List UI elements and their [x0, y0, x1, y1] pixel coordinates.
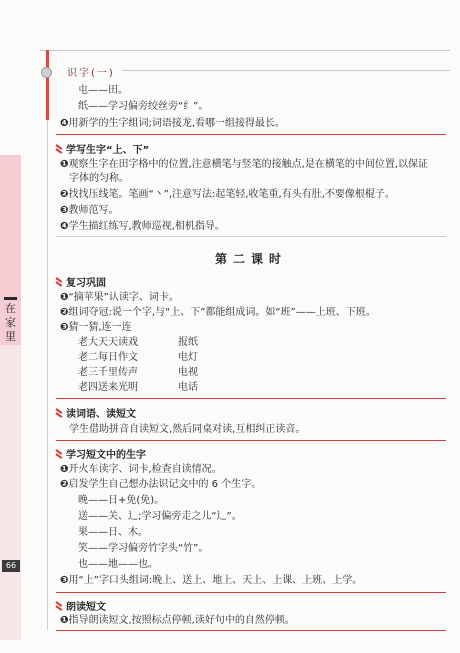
text-line: 纸——学习偏旁绞丝旁“纟”。: [78, 101, 209, 112]
item-text: 组词夺冠:说一个字,与“上、下”都能组成词。如“班”——上班、下班。: [68, 307, 376, 318]
list-item: [60, 478, 261, 491]
match-right: 报纸: [178, 337, 198, 348]
item-text: 指导朗读短文,按照标点停顿,读好句中的自然停顿。: [68, 615, 295, 626]
item-marker: ❷: [60, 307, 69, 318]
match-row: [78, 351, 198, 364]
list-item: [60, 204, 118, 217]
item-marker: ❶: [60, 615, 69, 626]
match-row: [78, 381, 198, 394]
section-title: 复习巩固: [66, 278, 106, 289]
item-marker: ❶: [60, 464, 69, 475]
section-arrow-icon: [56, 601, 63, 608]
text-line: 也——地——也。: [78, 559, 158, 570]
section-title: 学写生字“上、下”: [66, 145, 150, 156]
text-line: 果——日、木。: [78, 527, 148, 538]
match-left: 老二每日作文: [78, 352, 138, 363]
item-marker: ❹: [60, 221, 69, 232]
item-text: 用新学的生字组词;词语接龙,看哪一组接得最长。: [68, 118, 286, 129]
section-separator: [56, 630, 446, 631]
side-strip: [0, 345, 21, 640]
item-text: 猜一猜,连一连: [68, 322, 132, 333]
item-marker: ❹: [60, 118, 69, 129]
section-title: 读词语、读短文: [66, 409, 136, 420]
header-rule: [122, 70, 450, 71]
text-line: 笑——学习偏旁竹字头“竹”。: [78, 543, 209, 554]
text-line: 送——关、辶;学习偏旁走之儿“辶”。: [78, 511, 242, 522]
list-item: [60, 220, 225, 233]
section-arrow-icon: [56, 144, 63, 151]
section-separator: [56, 236, 446, 237]
match-left: 老三千里传声: [78, 367, 138, 378]
match-right: 电视: [178, 367, 198, 378]
section-title: 学习短文中的生字: [66, 450, 146, 461]
margin-line: [47, 50, 48, 630]
item-text: 教师范写。: [68, 205, 119, 216]
section-separator: [56, 398, 446, 399]
item-marker: ❸: [60, 575, 69, 586]
item-marker: ❶: [60, 292, 69, 303]
text-line: 屯——田。: [78, 85, 128, 96]
match-left: 老大天天读戏: [78, 337, 138, 348]
header-title: 识字(一): [67, 68, 115, 79]
list-item: [60, 291, 179, 304]
paragraph: 学生借助拼音自读短文,然后同桌对读,互相纠正读音。: [69, 424, 306, 435]
list-item: [60, 117, 285, 130]
side-label: 在家里: [3, 295, 18, 351]
item-text: 用“上”字口头组词:晚上、送上、地上、天上、上课、上班、上学。: [68, 575, 363, 586]
list-item: [60, 158, 428, 171]
item-marker: ❷: [60, 479, 69, 490]
list-item: [69, 172, 129, 185]
section-arrow-icon: [56, 408, 63, 415]
item-text: 字体的匀称。: [69, 173, 129, 184]
section-arrow-icon: [56, 277, 63, 284]
lesson-title: 第二课时: [214, 252, 287, 266]
item-marker: ❸: [60, 205, 69, 216]
header-dot-icon: [41, 67, 52, 78]
section-arrow-icon: [56, 449, 63, 456]
list-item: [60, 614, 295, 627]
list-item: [60, 306, 376, 319]
item-text: 找找压线笔。笔画“丶”,注意写法:起笔轻,收笔重,有头有肚,不要像根棍子。: [68, 189, 395, 200]
section-title: 朗读短文: [66, 602, 106, 613]
match-left: 老四送来光明: [78, 382, 138, 393]
item-text: 学生描红练写,教师巡视,相机指导。: [68, 221, 225, 232]
match-right: 电灯: [178, 352, 198, 363]
match-row: [78, 366, 198, 379]
match-right: 电话: [178, 382, 198, 393]
section-separator: [56, 134, 446, 135]
margin-accent: [46, 50, 49, 120]
list-item: [60, 463, 222, 476]
item-text: 观察生字在田字格中的位置,注意横笔与竖笔的接触点,是在横笔的中间位置,以保证: [68, 159, 429, 170]
section-separator: [56, 440, 446, 441]
match-row: [78, 336, 198, 349]
item-marker: ❸: [60, 322, 69, 333]
section-separator: [56, 592, 446, 593]
top-rule: [40, 50, 450, 51]
text-line: 晚——日+免(免)。: [78, 495, 165, 506]
item-text: “摘苹果”认读字、词卡。: [68, 292, 179, 303]
item-marker: ❶: [60, 159, 69, 170]
list-item: [60, 574, 362, 587]
item-marker: ❷: [60, 189, 69, 200]
page-number: 66: [2, 560, 20, 572]
list-item: [60, 188, 395, 201]
list-item: [60, 321, 132, 334]
item-text: 启发学生自己想办法识记文中的 6 个生字。: [68, 479, 262, 490]
item-text: 开火车读字、词卡,检查自读情况。: [68, 464, 222, 475]
